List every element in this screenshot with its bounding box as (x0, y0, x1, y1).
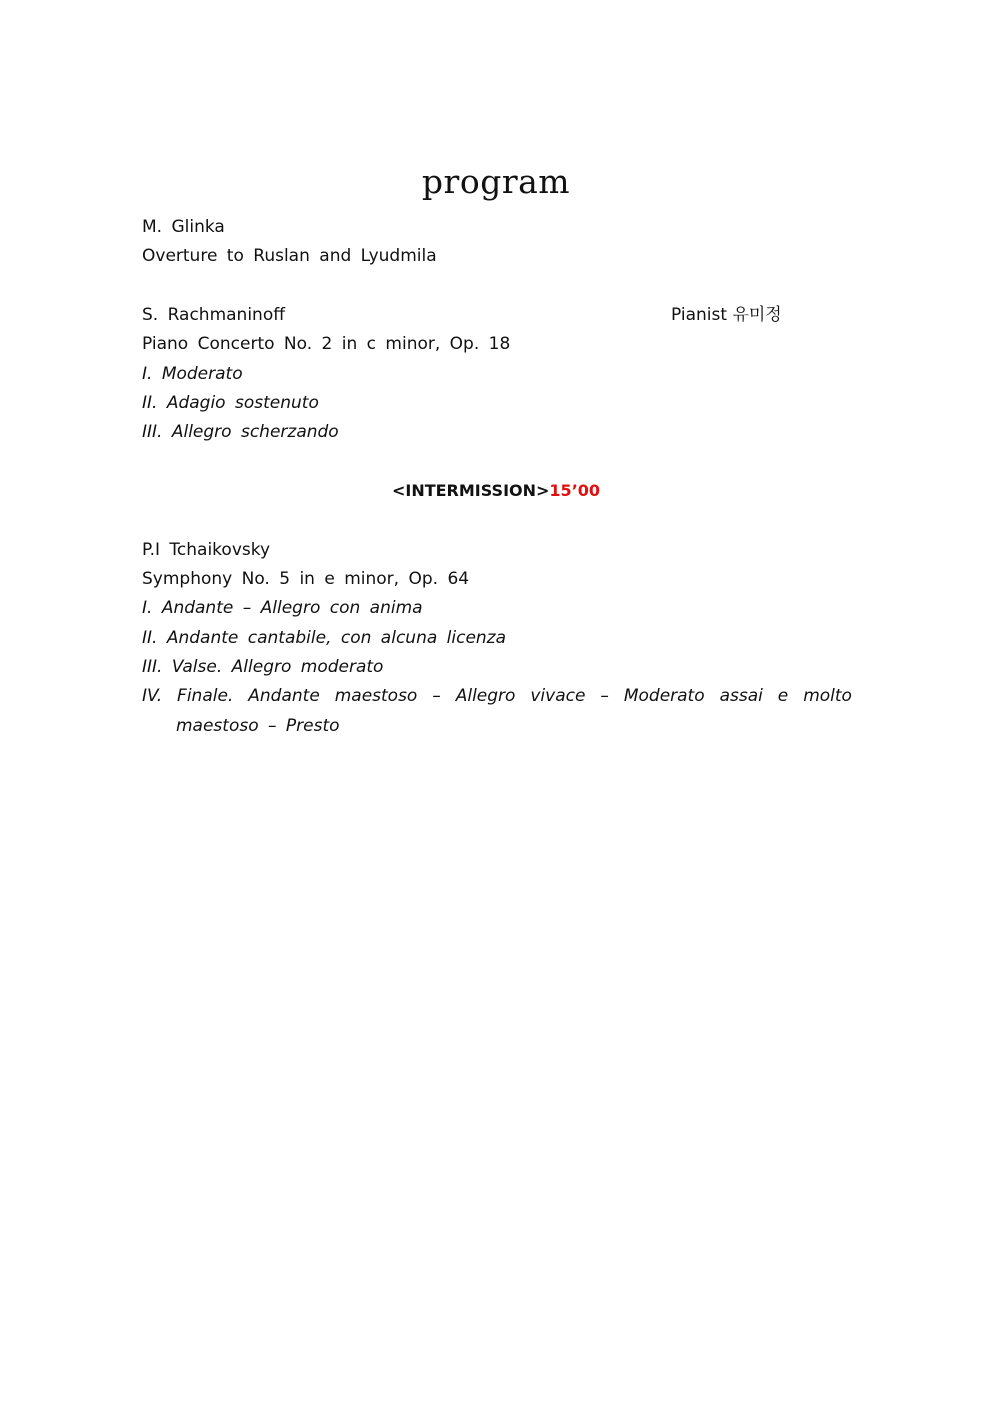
composer-tchaikovsky: P.I Tchaikovsky (142, 540, 271, 560)
movement-word: Allegro (455, 686, 516, 706)
movement-item: I. Moderato (142, 364, 243, 384)
movement-item: III. Allegro scherzando (142, 422, 339, 442)
movement-word: maestoso (334, 686, 418, 706)
movement-word: Andante (248, 686, 320, 706)
movement-word: – (600, 686, 609, 706)
movement-item: I. Andante – Allegro con anima (142, 598, 423, 618)
movement-item: II. Adagio sostenuto (142, 393, 319, 413)
movement-word: assai (719, 686, 763, 706)
movement-word: vivace (530, 686, 586, 706)
movement-word: – (432, 686, 441, 706)
intermission-line (0, 479, 992, 503)
work-piano-concerto: Piano Concerto No. 2 in c minor, Op. 18 (142, 334, 511, 354)
movement-item: III. Valse. Allegro moderato (142, 657, 384, 677)
composer-rachmaninoff: S. Rachmaninoff (142, 305, 285, 325)
page-title: program (421, 162, 571, 201)
movement-word: IV. (142, 686, 163, 706)
movement-iv-continuation: maestoso – Presto (176, 716, 340, 736)
movement-word: molto (803, 686, 852, 706)
intermission-label: <INTERMISSION> (391, 481, 550, 500)
movement-word: e (777, 686, 789, 706)
movement-item: II. Andante cantabile, con alcuna licenza (142, 628, 507, 648)
composer-glinka: M. Glinka (142, 217, 225, 237)
movement-iv-line (142, 684, 852, 708)
movement-word: Finale. (177, 686, 234, 706)
soloist-pianist: Pianist 유미정 (671, 305, 782, 325)
work-symphony-5: Symphony No. 5 in e minor, Op. 64 (142, 569, 470, 589)
movement-word: Moderato (623, 686, 705, 706)
intermission-duration: 15’00 (549, 481, 601, 500)
work-ruslan-overture: Overture to Ruslan and Lyudmila (142, 246, 437, 266)
